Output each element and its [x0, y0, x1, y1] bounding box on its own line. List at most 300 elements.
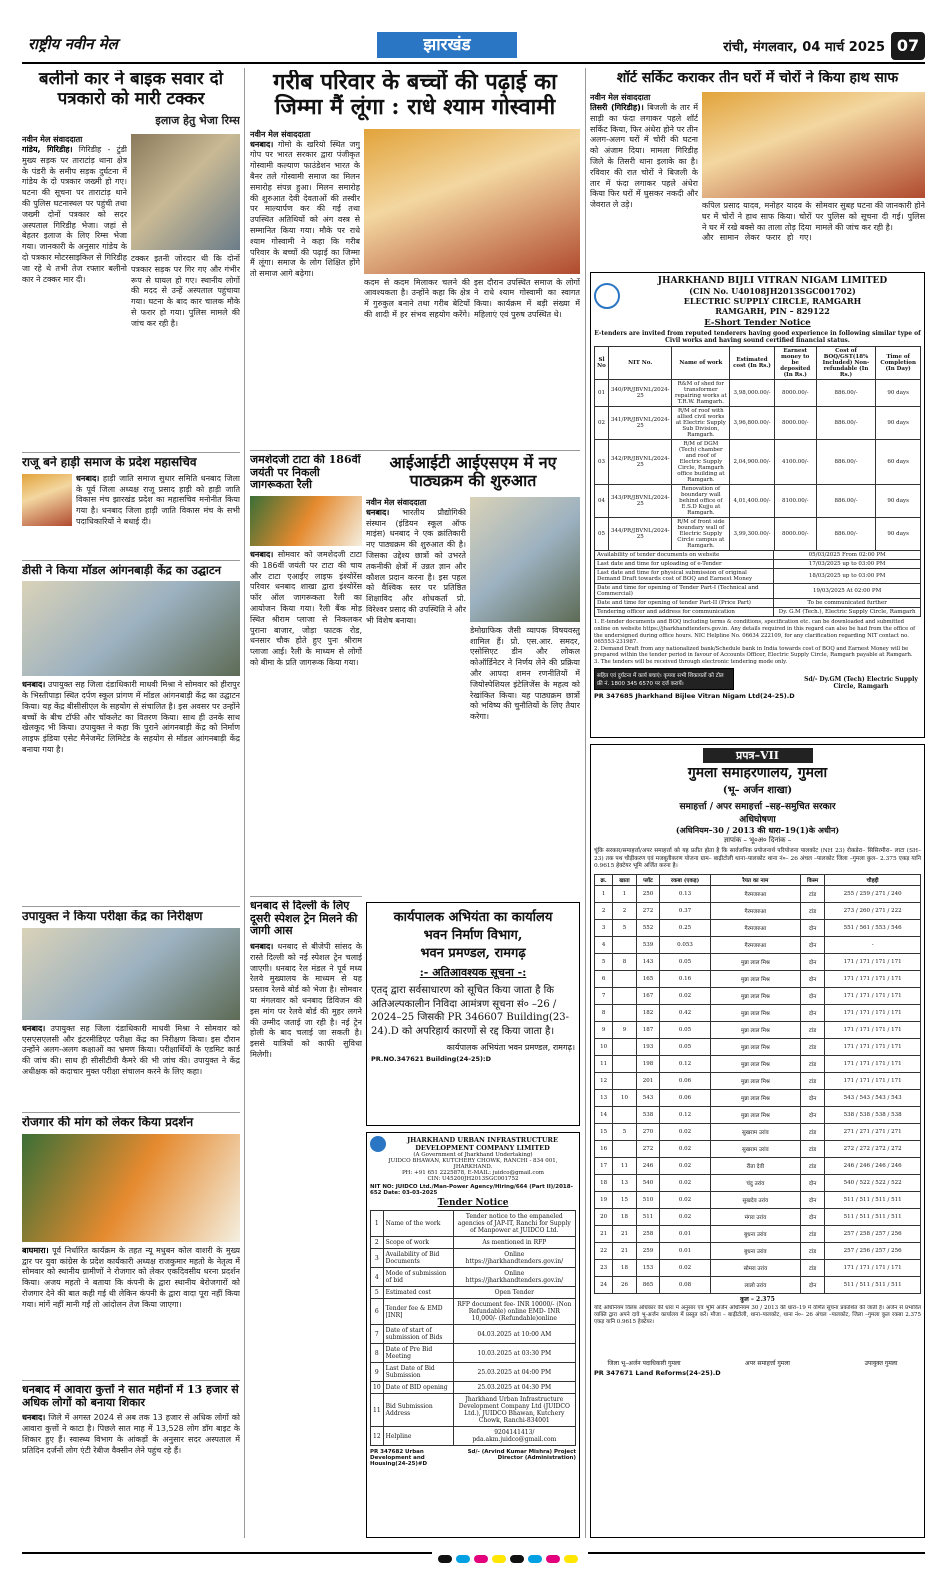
table-header-cell: क्र.	[595, 874, 613, 885]
table-cell: 18	[613, 1208, 637, 1225]
row-label: Availability of Bid Documents	[383, 1249, 453, 1268]
pr-number: PR 347685 Jharkhand Bijlee Vitran Nigam Ltd(24-25).D	[594, 691, 795, 700]
divider	[250, 450, 580, 451]
table-cell: 0.13	[660, 885, 711, 902]
notice-title: :- अतिआवश्यक सूचना -:	[419, 966, 527, 979]
table-cell: 257 / 258 / 257 / 256	[825, 1225, 921, 1242]
table-header-cell: Time of Completion (In Day)	[876, 347, 921, 380]
notice-bhawan-nirman	[366, 902, 580, 1126]
table-cell: 8000.00/-	[774, 518, 816, 551]
table-cell: 14	[595, 1106, 613, 1123]
photo-goswami	[364, 129, 580, 274]
table-cell: टांड	[800, 1259, 824, 1276]
story-theft	[590, 70, 925, 270]
table-cell: 250	[636, 885, 660, 902]
notice-intro: चूंकि सरकार/समाहर्त्ता/अपर समाहर्त्ता को यह प्रतीत होता है कि सार्वजनिक प्रयोजनार्थ परियोजना पालकोट (NH 23) रोकडेरा– सिसिरमीरा– लाटा (SH–23) तक पथ चौड़ीकरण एवं मजबूतीकरण योजना ग्राम– बाढ़ीटोली थाना–पालकोट थाना नं०– 26 अंचल –पालकोट जिला –गुमला कुल– 2.375 एकड़ यानि 0.9615 हेक्टेयर भूमि अर्जित करना है।	[594, 848, 921, 870]
color-swatch	[546, 1555, 560, 1563]
schedule-label: Date and time for opening of tender Part-II (Price Part)	[595, 599, 774, 608]
story-tata-rally	[250, 454, 362, 894]
table-cell: 171 / 171 / 171 / 171	[825, 970, 921, 987]
story-dateline: धनबाद।	[22, 1413, 46, 1423]
schedule-row	[595, 584, 921, 599]
table-row	[371, 1427, 576, 1446]
table-cell: 865	[636, 1276, 660, 1293]
table-header-cell: रकबा (एकड़)	[660, 874, 711, 885]
table-row	[595, 1140, 921, 1157]
table-cell: 0.02	[660, 1140, 711, 1157]
table-cell: 15	[595, 1123, 613, 1140]
table-cell	[613, 936, 637, 953]
table-row	[371, 1394, 576, 1427]
story-dateline: गांडेय, गिरिडीह।	[22, 145, 73, 155]
table-cell: टांड	[800, 1225, 824, 1242]
headline: शॉर्ट सर्किट कराकर तीन घरों में चोरों ने किया हाथ साफ	[616, 70, 899, 86]
divider	[22, 1112, 240, 1113]
table-cell: दोन	[800, 1191, 824, 1208]
row-label: Mode of submission of bid	[383, 1268, 453, 1287]
table-cell: 259	[636, 1242, 660, 1259]
table-cell: 165	[636, 970, 660, 987]
story-body-cont: डेमोग्राफिक जैसी व्यापक विषयवस्तु शामिल हैं। प्रो. एस.आर. समदर, एसोसिएट डीन और लोकल कोऑर्डिनेटर ने निर्णय लेने की प्रक्रिया और आपदा शमन रणनीतियों में जियोस्पेशियल इंटेलिजेंस के महत्व को रेखांकित किया। यह पाठ्यक्रम छात्रों को भविष्य की चुनौतियों के लिए तैयार करेगा।	[470, 625, 580, 722]
table-cell: 11	[613, 1157, 637, 1174]
table-cell: 9	[613, 1021, 637, 1038]
table-cell: 0.02	[660, 1191, 711, 1208]
table-cell: 540	[636, 1174, 660, 1191]
story-body: धनबाद से बीजेपी सांसद के रास्ते दिल्ली को नई स्पेशल ट्रेन चलाई जाएगी। धनबाद रेल मंडल ने पूर्व मध्य रेलवे मुख्यालय के माध्यम से यह प्रस्ताव रेलवे बोर्ड को भेजा है। सोमवार या मंगलवार को धनबाद डिविजन की इस मांग पर रेलवे बोर्ड की मुहर लगने की उम्मीद जताई जा रही है। नई ट्रेन होली के बाद चलाई जा सकती है। इससे यात्रियों को काफी सुविधा मिलेगी।	[250, 941, 362, 1059]
headline: डीसी ने किया मॉडल आंगनबाड़ी केंद्र का उद्घाटन	[22, 564, 222, 577]
story-dc-anganwadi	[22, 564, 240, 904]
table-cell: 270	[636, 1123, 660, 1140]
table-cell: 0.01	[660, 1225, 711, 1242]
schedule-row	[595, 608, 921, 617]
table-cell: 03	[595, 440, 609, 485]
table-cell: लालो उरांव	[710, 1276, 800, 1293]
story-body-cont: टक्कर इतनी जोरदार थी कि दोनों पत्रकार सड़क पर गिर गए और गंभीर रूप से घायल हो गए। स्थानीय लोगों की मदद से उन्हें अस्पताल पहुंचाया गया। घटना के बाद कार चालक मौके से फरार हो गया। पुलिस मामले की जांच कर रही है।	[131, 254, 240, 328]
table-cell: 153	[636, 1259, 660, 1276]
row-value: 9204141413/ pda.akm.juidco@gmail.com	[453, 1427, 575, 1446]
table-cell: दोन	[800, 1208, 824, 1225]
table-cell: 60 days	[876, 440, 921, 485]
org-sub: (A Government of Jharkhand Undertaking)	[413, 1152, 533, 1158]
table-row	[595, 1038, 921, 1055]
table-cell: 3,98,000.00/-	[730, 380, 775, 407]
table-row	[595, 885, 921, 902]
row-number: 5	[371, 1287, 384, 1299]
row-number: 9	[371, 1363, 384, 1382]
table-cell: 13	[595, 1089, 613, 1106]
table-cell: दोन	[800, 919, 824, 936]
signatory: Sd/- (Arvind Kumar Mishra) Project Director (Administration)	[467, 1449, 576, 1461]
schedule-row	[595, 551, 921, 560]
table-cell: 272 / 272 / 272 / 272	[825, 1140, 921, 1157]
table-cell: 26	[613, 1276, 637, 1293]
table-header-cell: रैयत का नाम	[710, 874, 800, 885]
table-header-cell: Estimated cost (In Rs.)	[730, 347, 775, 380]
table-cell: 3	[595, 919, 613, 936]
table-cell: 886.00/-	[816, 518, 876, 551]
table-cell: 0.06	[660, 1072, 711, 1089]
table-cell: 20	[595, 1208, 613, 1225]
table-cell: 0.12	[660, 1055, 711, 1072]
table-cell: 510	[636, 1191, 660, 1208]
table-cell: 0.37	[660, 902, 711, 919]
table-row	[595, 1191, 921, 1208]
story-employment-protest	[22, 1116, 240, 1378]
table-cell: 8	[595, 1004, 613, 1021]
table-cell: R/M of DGM (Tech) chamber and roof of Electric Supply Circle, Ramgarh office building at Ramgarh.	[672, 440, 730, 485]
table-row	[371, 1211, 576, 1237]
table-row	[371, 1249, 576, 1268]
row-label: Estimated cost	[383, 1287, 453, 1299]
story-dateline: तिसरी (गिरिडीह)।	[590, 103, 644, 113]
table-header-cell: प्लॉट	[636, 874, 660, 885]
table-row	[595, 440, 921, 485]
memo-reference: ज्ञापांक – भू०अ० दिनांक –	[723, 836, 792, 844]
tender-notes	[594, 619, 921, 665]
org-name: गुमला समाहरणालय, गुमला	[687, 765, 828, 781]
sign-additional-collector: अपर समाहर्त्ता गुमला	[745, 1359, 790, 1367]
row-number: 2	[371, 1237, 384, 1249]
table-cell: 0.06	[660, 1089, 711, 1106]
headline: राजू बने हाड़ी समाज के प्रदेश महासचिव	[22, 456, 197, 469]
table-cell: 21	[613, 1225, 637, 1242]
schedule-value: To be communicated further	[774, 599, 921, 608]
table-cell: 0.42	[660, 1004, 711, 1021]
org-circle: ELECTRIC SUPPLY CIRCLE, RAMGARH	[683, 296, 862, 306]
table-cell: सुखदेव उरांव	[710, 1191, 800, 1208]
row-number: 10	[371, 1382, 384, 1394]
byline: नवीन मेल संवाददाता	[366, 497, 427, 507]
table-cell: 538 / 538 / 538 / 538	[825, 1106, 921, 1123]
table-cell: 21	[613, 1242, 637, 1259]
table-cell: चंदु उरांव	[710, 1174, 800, 1191]
table-row	[595, 1174, 921, 1191]
table-cell: 511	[636, 1208, 660, 1225]
story-body-cont: कपिल प्रसाद यादव, मनोहर यादव के घर में चोरों ने हाथ साफ किया। चोरों ने घर में रखे बक्से का ताला तोड़ दिया और सामान लेकर फरार हो गए। सोमवार सुबह घटना की जानकारी होने पर पुलिस को सूचना दी गई। पुलिस मामले की जांच कर रही है।	[702, 201, 925, 243]
table-cell: 12	[595, 1072, 613, 1089]
photo-damaged-car	[131, 134, 240, 250]
table-cell: 886.00/-	[816, 440, 876, 485]
table-cell: 01	[595, 380, 609, 407]
table-cell: गैरमजरुआ	[710, 919, 800, 936]
table-row	[595, 1276, 921, 1293]
table-cell: मंगरा उरांव	[710, 1208, 800, 1225]
column-divider	[585, 68, 586, 1538]
tender-jbvnl	[590, 272, 925, 738]
table-cell: सोमरा उरांव	[710, 1259, 800, 1276]
table-cell: R&M of shed for transformer repairing works at T.R.W. Ramgarh.	[672, 380, 730, 407]
photo-victims	[702, 92, 925, 198]
table-cell: 0.01	[660, 1242, 711, 1259]
helpline-box: सहित एवं दुर्घटना में कार्य बचाएं। कृपया सभी शिकायतों को टोल फ्री नं. 1800 345 6570 पर दर्ज करायें।	[594, 668, 734, 690]
signatory: Sd/- Dy.GM (Tech) Electric Supply Circle, Ramgarh	[804, 675, 918, 690]
photo-rally	[250, 496, 362, 546]
schedule-value: 18/03/2025 up to 03:00 PM	[774, 569, 921, 584]
row-label: Helpline	[383, 1427, 453, 1446]
table-cell: -	[825, 936, 921, 953]
table-cell: टांड	[800, 885, 824, 902]
org-cin: CIN: U45200JH2013SGC001752	[427, 1176, 519, 1182]
table-cell: 886.00/-	[816, 380, 876, 407]
table-cell: 171 / 171 / 171 / 171	[825, 1259, 921, 1276]
table-row	[595, 1004, 921, 1021]
table-cell: 5	[595, 953, 613, 970]
table-cell: 10	[613, 1089, 637, 1106]
table-cell: टांड	[800, 1242, 824, 1259]
table-row	[595, 987, 921, 1004]
row-value: Online https://jharkhandtenders.gov.in/	[453, 1268, 575, 1287]
story-dateline: बाघमारा।	[22, 1245, 49, 1255]
table-row	[595, 902, 921, 919]
table-cell: 02	[595, 407, 609, 440]
schedule-row	[595, 569, 921, 584]
table-cell: 552	[636, 919, 660, 936]
row-number: 8	[371, 1344, 384, 1363]
act-reference: (अधिनियम–30 / 2013 की धारा–19(1)के अधीन)	[675, 825, 840, 835]
table-cell	[613, 1004, 637, 1021]
land-schedule-table	[594, 874, 921, 1294]
table-row	[595, 1123, 921, 1140]
org-contact: PH: +91 651 2225878, E-MAIL: juidco@gmail.com	[401, 1170, 544, 1176]
row-label: Date of start of submission of Bids	[383, 1325, 453, 1344]
table-row	[595, 485, 921, 518]
table-cell: दोन	[800, 1174, 824, 1191]
table-cell: 90 days	[876, 518, 921, 551]
table-cell: 22	[595, 1242, 613, 1259]
nit-number: NIT NO: JUIDCO Ltd./Man-Power Agency/Hiring/664 (Part II)/2018-652 Date: 03-03-2025	[370, 1184, 573, 1196]
org-name: JHARKHAND URBAN INFRASTRUCTURE DEVELOPMENT COMPANY LIMITED	[407, 1136, 558, 1152]
org-line-1: कार्यपालक अभियंता का कार्यालय	[393, 910, 553, 925]
org-name: JHARKHAND BIJLI VITRAN NIGAM LIMITED	[657, 276, 888, 286]
table-row	[371, 1325, 576, 1344]
table-cell: 13	[613, 1174, 637, 1191]
color-swatch	[438, 1555, 452, 1563]
row-number: 4	[371, 1268, 384, 1287]
table-cell: 17	[595, 1157, 613, 1174]
color-swatch	[528, 1555, 542, 1563]
color-swatch	[474, 1555, 488, 1563]
row-value: Jharkhand Urban Infrastructure Development Company Ltd (JUIDCO Ltd.), JUIDCO Bhawan, Kutchery Chowk, Ranchi-834001	[453, 1394, 575, 1427]
table-cell: R/M of roof with allied civil works at Electric Supply Sub Division, Ramgarh.	[672, 407, 730, 440]
notice-gumla-land	[590, 744, 925, 1538]
table-cell: 3,99,300.00/-	[730, 518, 775, 551]
table-cell: 272	[636, 1140, 660, 1157]
table-cell: 167	[636, 987, 660, 1004]
table-cell: 511 / 511 / 511 / 511	[825, 1208, 921, 1225]
table-cell: 21	[595, 1225, 613, 1242]
table-cell: 257 / 256 / 257 / 256	[825, 1242, 921, 1259]
notice-body: एतद् द्वारा सर्वसाधारण को सूचित किया जाता है कि अतिअल्पकालीन निविदा आमंत्रण सूचना सं० –26 / 2024–25 जिसकी PR 346607 Building(23-24).D को अपरिहार्य कारणों से रद्द किया जाता है।	[371, 985, 569, 1037]
table-cell: दोन	[800, 1089, 824, 1106]
story-dateline: धनबाद।	[366, 507, 390, 517]
row-number: 6	[371, 1299, 384, 1325]
table-cell	[613, 1055, 637, 1072]
table-cell: 543 / 543 / 543 / 543	[825, 1089, 921, 1106]
table-cell: टांड	[800, 1072, 824, 1089]
photo-exam-hall	[22, 928, 240, 1020]
row-value: 04.03.2025 at 10:00 AM	[453, 1325, 575, 1344]
byline: नवीन मेल संवाददाता	[590, 93, 651, 103]
table-cell: 0.02	[660, 1157, 711, 1174]
table-cell: 143	[636, 953, 660, 970]
table-header-cell: चौहद्दी	[825, 874, 921, 885]
table-cell: 90 days	[876, 407, 921, 440]
tender-note: 1. E-tender documents and BOQ including terms & conditions, specification etc. can be downloaded and submitted online on website https://jharkhandtenders.gov.in. Any details required in this regard can also be had from the office of the undersigned during office hours. NIC Helpline No. 06634 222109, for any clarification regarding NIT contact no. 065553-231987.	[594, 619, 916, 646]
table-cell: 1	[613, 885, 637, 902]
print-registration-bar	[22, 1548, 925, 1558]
headline: धनबाद से दिल्ली के लिए दूसरी स्पेशल ट्रेन मिलने की जागी आस	[250, 900, 358, 938]
story-exam-centre	[22, 910, 240, 1110]
table-cell: दोन	[800, 1106, 824, 1123]
table-row	[595, 919, 921, 936]
table-cell: 540 / 522 / 522 / 522	[825, 1174, 921, 1191]
column-divider	[244, 68, 245, 1538]
story-dateline: धनबाद।	[22, 680, 46, 690]
table-cell: टांड	[800, 1140, 824, 1157]
table-cell: मुन्ना लाल मिश्र	[710, 1021, 800, 1038]
table-row	[595, 1242, 921, 1259]
table-row	[371, 1287, 576, 1299]
story-body: भारतीय प्रौद्योगिकी संस्थान (इंडियन स्कूल ऑफ माइंस) धनबाद ने एक क्रांतिकारी नए पाठ्यक्रम की शुरुआत की है। जिसका उद्देश्य छात्रों को उभरते तकनीकी क्षेत्रों में उन्नत ज्ञान और कौशल प्रदान करना है। इस पहल को वैश्विक स्तर पर प्रतिष्ठित शिक्षाविद और शोधकर्ता प्रो. विरेश्वर प्रसाद की उपस्थिति ने और भी विशेष बनाया।	[366, 507, 466, 625]
divider	[22, 560, 240, 561]
headline: गरीब परिवार के बच्चों की पढ़ाई का जिम्मा मैं लूंगा : राधे श्याम गोस्वामी	[273, 70, 557, 121]
sign-land-officer: जिला भू–अर्जन पदाधिकारी गुमला	[607, 1359, 681, 1367]
table-header-cell: खाता	[613, 874, 637, 885]
table-cell: 272	[636, 902, 660, 919]
table-cell: 23	[595, 1259, 613, 1276]
story-body: गिरिडीह - टुंडी मुख्य सड़क पर ताराटांड़ थाना क्षेत्र के पंडरी के समीप सड़क दुर्घटना में गांडेय के दो पत्रकार जख्मी हो गए। घटना की सूचना पर ताराटांड़ थाने की पुलिस घटनास्थल पर पहुंची तथा जख्मी दोनों पत्रकार को सदर अस्पताल गिरिडीह भेजा। जहां से बेहतर इलाज के लिए रिम्स भेजा गया। जानकारी के अनुसार गांडेय के दो पत्रकार मोटरसाइकिल से गिरिडीह जा रहे थे तभी तेज रफ्तार बलीनो कार ने टक्कर मार दी।	[22, 145, 127, 284]
paper-name: राष्ट्रीय नवीन मेल	[28, 35, 118, 53]
headline: आईआईटी आईएसएम में नए पाठ्यक्रम की शुरुआत	[389, 454, 557, 491]
table-cell: 0.05	[660, 953, 711, 970]
table-cell: 538	[636, 1106, 660, 1123]
table-cell: 4100.00/-	[774, 440, 816, 485]
divider	[22, 906, 240, 907]
org-line-3: भवन प्रमण्डल, रामगढ़	[420, 946, 526, 961]
headline: रोजगार की मांग को लेकर किया प्रदर्शन	[22, 1116, 194, 1129]
table-cell: 0.02	[660, 987, 711, 1004]
color-swatch	[456, 1555, 470, 1563]
table-cell: 0.02	[660, 1123, 711, 1140]
schedule-label: Date and time for opening of Tender Part-I (Technical and Commercial)	[595, 584, 774, 599]
photo-iit-group	[470, 497, 580, 622]
tender-title: E-Short Tender Notice	[704, 318, 811, 328]
table-cell: टांड	[800, 1038, 824, 1055]
table-row	[595, 970, 921, 987]
table-cell: 04	[595, 485, 609, 518]
table-cell: 18	[595, 1174, 613, 1191]
org-address: RAMGARH, PIN – 829122	[715, 306, 830, 316]
row-value: 25.03.2025 at 04:30 PM	[453, 1382, 575, 1394]
story-body: पूर्व निर्धारित कार्यक्रम के तहत न्यू मधुबन कोल वाशरी के मुख्य द्वार पर युवा कांग्रेस के प्रदेश कार्यकारी अध्यक्ष राजकुमार महतो के नेतृत्व में सोमवार को स्थानीय ग्रामीणों ने रोजगार को लेकर एकदिवसीय धरना प्रदर्शन किया। अजय महतो ने बताया कि कंपनी के द्वारा स्थानीय बेरोजगारों को रोजगार देने की बात कही गई थी लेकिन कंपनी के द्वारा वादा पूरा नहीं किया गया। मांगें नहीं मानी गईं तो आंदोलन तेज किया जाएगा।	[22, 1245, 240, 1309]
table-cell	[613, 1038, 637, 1055]
color-swatch	[510, 1555, 524, 1563]
story-body: हाड़ी जाति समाज सुधार समिति धनबाद जिला के पूर्व जिला अध्यक्ष राजू प्रसाद हाड़ी को हाड़ी जाति विकास मंच झारखंड प्रदेश का महासचिव मनोनीत किया गया है। धनबाद जिला हाड़ी जाति विकास मंच के सभी पदाधिकारियों ने बधाई दी।	[76, 473, 240, 526]
photo-protest	[22, 1134, 240, 1242]
sign-deputy-commissioner: उपायुक्त गुमला	[864, 1359, 898, 1367]
table-cell: 05	[595, 518, 609, 551]
table-cell: 201	[636, 1072, 660, 1089]
divider	[22, 452, 240, 453]
table-cell: टांड	[800, 1157, 824, 1174]
table-cell	[613, 1140, 637, 1157]
dateline: रांची, मंगलवार, 04 मार्च 2025	[723, 40, 885, 55]
page-number: 07	[891, 32, 925, 60]
table-cell: 341/PR/JBVNL/2024-25	[609, 407, 672, 440]
form-number: प्रपत्र–VII	[703, 748, 813, 763]
table-cell	[613, 1072, 637, 1089]
table-cell: 7	[595, 987, 613, 1004]
table-cell: 171 / 171 / 171 / 171	[825, 1072, 921, 1089]
table-cell: 3,96,800.00/-	[730, 407, 775, 440]
color-swatches	[432, 1548, 588, 1567]
table-row	[371, 1268, 576, 1287]
table-cell: 343/PR/JBVNL/2024-25	[609, 485, 672, 518]
table-cell: 171 / 171 / 171 / 171	[825, 987, 921, 1004]
table-cell: 246 / 246 / 246 / 246	[825, 1157, 921, 1174]
jbvnl-logo-icon	[594, 283, 620, 309]
tender-note: 2. Demand Draft from any nationalized bank/Schedule bank in India towards cost of BOQ and Earnest Money will be prepared within the tender period in favour of Accounts Officer, Electric Supply Circle, Ramgarh payable at Ramgarh.	[594, 645, 913, 659]
table-row	[595, 1072, 921, 1089]
table-cell: 90 days	[876, 380, 921, 407]
table-cell: 5	[613, 919, 637, 936]
table-cell: मुन्ना लाल मिश्र	[710, 987, 800, 1004]
row-number: 11	[371, 1394, 384, 1427]
table-cell: 4,01,400.00/-	[730, 485, 775, 518]
headline: उपायुक्त ने किया परीक्षा केंद्र का निरीक्षण	[22, 910, 203, 923]
table-header-cell: किस्म	[800, 874, 824, 885]
table-cell: 11	[595, 1055, 613, 1072]
story-body: उपायुक्त सह जिला दंडाधिकारी माधवी मिश्रा ने सोमवार को हीरापुर के भिस्तीपाड़ा स्थित दर्पण स्कूल प्रांगण में मॉडल आंगनबाड़ी केंद्र का उद्घाटन किया। यह केंद्र बीसीसीएल के सहयोग से संचालित है। इस अवसर पर उन्होंने बच्चों के बीच टॉफी और चॉकलेट का वितरण किया। साथ ही उनके साथ खेलकूद भी किया। उपायुक्त ने कहा कि पुराने आंगनबाड़ी केंद्र को निर्माण लाइफ इंडिया एसेट मैनेजमेंट लिमिटेड के सहयोग से मॉडल आंगनबाड़ी केंद्र बनाया गया है।	[22, 680, 240, 754]
table-cell: 1	[595, 885, 613, 902]
table-cell: 198	[636, 1055, 660, 1072]
table-cell: मुन्ना लाल मिश्र	[710, 1055, 800, 1072]
schedule-label: Tendering officer and address for communication	[595, 608, 774, 617]
table-row	[595, 1259, 921, 1276]
story-dateline: धनबाद।	[250, 941, 274, 951]
row-value: As mentioned in RFP	[453, 1237, 575, 1249]
story-stray-dogs	[22, 1384, 240, 1538]
table-cell: मुन्ना लाल मिश्र	[710, 1038, 800, 1055]
schedule-value: 05/03/2025 From 02:00 PM	[774, 551, 921, 560]
table-cell: बुधना उरांव	[710, 1242, 800, 1259]
story-body: गोमो के खरियो स्थित जगु गोप पर भारत सरकार द्वारा पंजीकृत गोस्वामी कल्याण फाउंडेशन भारत के बैनर तले गोस्वामी समाज का मिलन समारोह संपन्न हुआ। मिलन समारोह की शुरुआत देवी देवताओं की तस्वीर पर माल्यार्पण कर की गई तथा उपस्थित अतिथियों को अंग वस्त्र से सम्मानित किया गया। मौके पर राधे श्याम गोस्वामी ने कहा कि गरीब परिवार के बच्चों की पढ़ाई का जिम्मा मैं लूंगा। समाज के लोग शिक्षित होंगे तो समाज आगे बढ़ेगा।	[250, 139, 360, 279]
table-row	[371, 1363, 576, 1382]
table-cell: 90 days	[876, 485, 921, 518]
table-cell: 0.08	[660, 1276, 711, 1293]
jbvnl-tender-table	[594, 346, 921, 551]
schedule-label: Availability of tender documents on website	[595, 551, 774, 560]
authority-line: समाहर्त्ता / अपर समाहर्त्ता –सह–समुचित सरकार	[679, 802, 836, 812]
table-cell: 5	[613, 1123, 637, 1140]
signatory: कार्यपालक अभियंता भवन प्रमण्डल, रामगढ़।	[446, 1043, 575, 1052]
table-header-cell: Earnest money to be deposited (In Rs.)	[774, 347, 816, 380]
org-line-2: भवन निर्माण विभाग,	[423, 928, 523, 943]
table-row	[371, 1237, 576, 1249]
pr-number: PR.NO.347621 Building(24-25):D	[371, 1055, 491, 1063]
pr-number: PR 347671 Land Reforms(24-25).D	[594, 1368, 721, 1377]
subhead: इलाज हेतु भेजा रिम्स	[155, 114, 240, 128]
table-cell: 8100.00/-	[774, 485, 816, 518]
row-value: Tender notice to the empaneled agencies of JAP-IT, Ranchi for Supply of Manpower at JUIDCO Ltd.	[453, 1211, 575, 1237]
story-dateline: धनबाद।	[22, 1023, 46, 1033]
row-value: 10.03.2025 at 03:30 PM	[453, 1344, 575, 1363]
story-goswami	[250, 70, 580, 470]
table-cell: 171 / 171 / 171 / 171	[825, 1055, 921, 1072]
table-row	[595, 936, 921, 953]
table-cell: 886.00/-	[816, 485, 876, 518]
juidco-logo-icon	[370, 1136, 386, 1152]
